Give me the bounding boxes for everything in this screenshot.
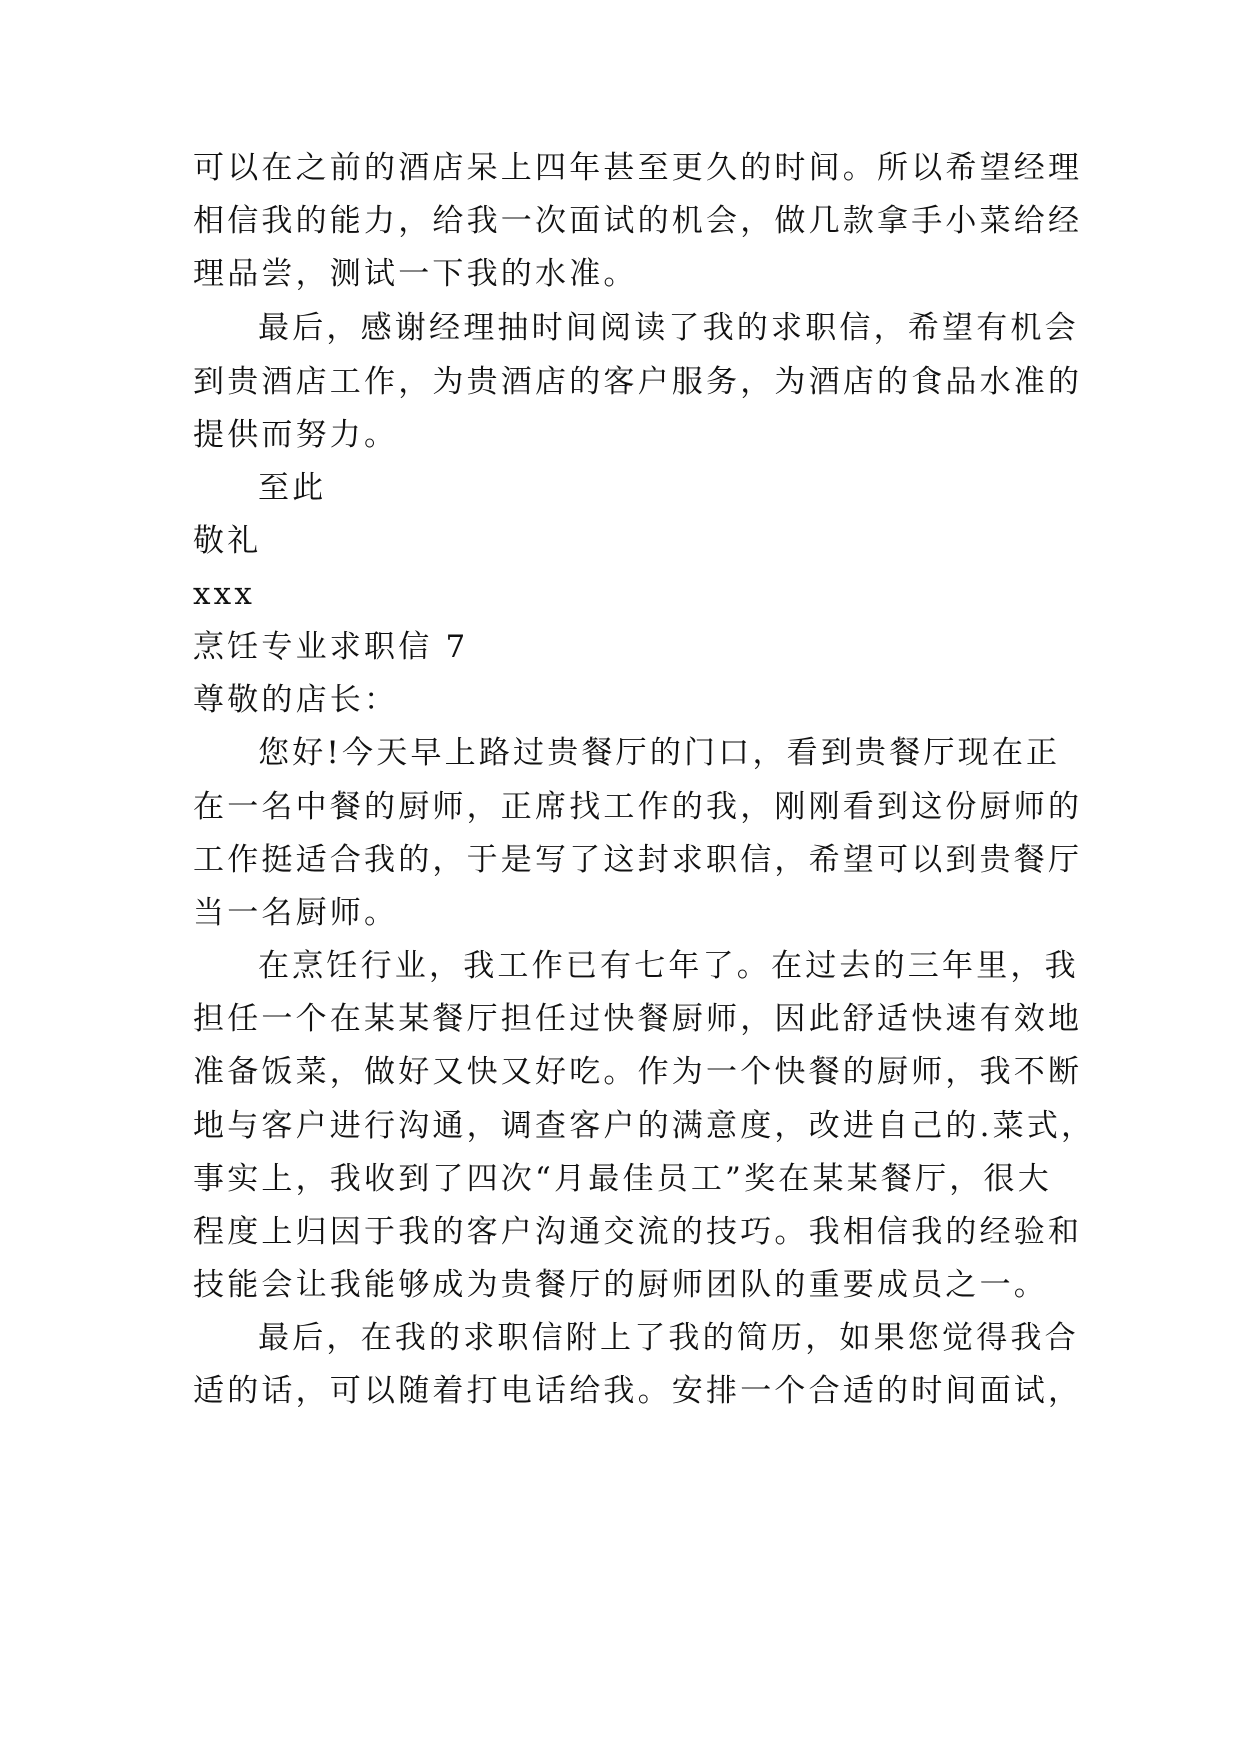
text-line: 当一名厨师。 (193, 895, 399, 931)
text-line: 最后，感谢经理抽时间阅读了我的求职信，希望有机会 (258, 310, 1079, 346)
text-line: 工作挺适合我的，于是写了这封求职信，希望可以到贵餐厅 (193, 842, 1083, 878)
text-line: 准备饭菜，做好又快又好吃。作为一个快餐的厨师，我不断 (193, 1054, 1083, 1090)
text-line: 程度上归因于我的客户沟通交流的技巧。我相信我的经验和 (193, 1214, 1083, 1250)
salutation-closing: 敬礼 (193, 523, 262, 559)
text-line: 您好!今天早上路过贵餐厅的门口，看到贵餐厅现在正 (258, 735, 1061, 771)
signature-name: xxx (193, 576, 256, 612)
text-line: 在烹饪行业，我工作已有七年了。在过去的三年里，我 (258, 948, 1079, 984)
text-line: 理品尝，测试一下我的水准。 (193, 256, 638, 292)
text-line: 技能会让我能够成为贵餐厅的厨师团队的重要成员之一。 (193, 1267, 1048, 1303)
text-line: 提供而努力。 (193, 417, 399, 453)
text-line: 可以在之前的酒店呆上四年甚至更久的时间。所以希望经理 (193, 150, 1083, 186)
text-line: 担任一个在某某餐厅担任过快餐厨师，因此舒适快速有效地 (193, 1001, 1083, 1037)
text-line: 适的话，可以随着打电话给我。安排一个合适的时间面试， (193, 1373, 1083, 1409)
section-title: 烹饪专业求职信 7 (193, 629, 469, 665)
text-line: 在一名中餐的厨师，正席找工作的我，刚刚看到这份厨师的 (193, 789, 1083, 825)
text-line: 相信我的能力，给我一次面试的机会，做几款拿手小菜给经 (193, 203, 1083, 239)
text-line: 地与客户进行沟通，调查客户的满意度，改进自己的.菜式， (193, 1108, 1096, 1144)
closing-phrase: 至此 (258, 470, 327, 506)
text-line: 最后，在我的求职信附上了我的简历，如果您觉得我合 (258, 1320, 1079, 1356)
text-line: 到贵酒店工作，为贵酒店的客户服务，为酒店的食品水准的 (193, 364, 1083, 400)
text-line: 事实上，我收到了四次“月最佳员工”奖在某某餐厅，很大 (193, 1161, 1052, 1197)
letter-greeting: 尊敬的店长： (193, 682, 399, 718)
